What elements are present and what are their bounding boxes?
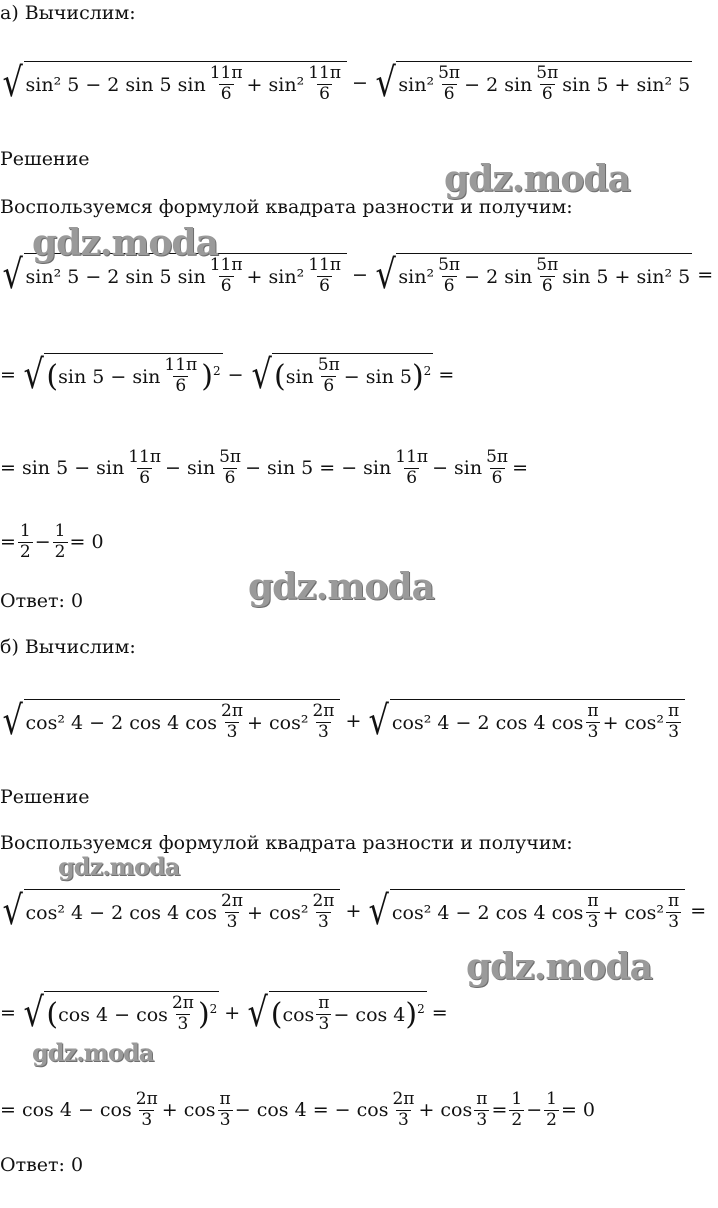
math-text: − 2 sin [464, 73, 533, 96]
radical: √ ( cos 4 − cos $\frac{2\pi}{3}$ ) $^2$ [23, 990, 218, 1036]
part-a-solution-label: Решение [0, 148, 90, 170]
radical: √ sin² 5 − 2 sin 5 sin $\frac{11\pi}{6}$ + sin² $\frac{11\pi}{6}$ [0, 253, 347, 296]
fraction: $\frac{5\pi}{6}$ [317, 355, 340, 396]
fraction: $\frac{11\pi}{6}$ [395, 446, 429, 488]
fraction: $\frac{1}{2}$ [546, 1088, 557, 1130]
part-b-step3: = cos 4 − cos $\frac{2\pi}{3}$ + cos $\frac{\pi}{3}$ − cos 4 = − cos $\frac{2\pi}{3}$ + cos $\frac{\pi}{3}$ = $\frac{1}{2}$ − $\frac{1}{2}$ = 0 [0, 1088, 595, 1130]
part-a-step3: = sin 5 − sin $\frac{11\pi}{6}$ − sin $\frac{5\pi}{6}$ − sin 5 = − sin $\frac{11\pi}{6}$ − sin $\frac{5\pi}{6}$ = [0, 446, 529, 488]
fraction: $\frac{5\pi}{6}$ [486, 446, 509, 488]
radical: √ cos² 4 − 2 cos 4 cos $\frac{2\pi}{3}$ + cos² $\frac{2\pi}{3}$ [0, 889, 340, 932]
math-text: = 0 [69, 531, 104, 553]
part-a-step4: = $\frac{1}{2}$ − $\frac{1}{2}$ = 0 [0, 520, 104, 562]
fraction: $\frac{1}{2}$ [19, 520, 31, 562]
part-b-solution-label: Решение [0, 786, 90, 808]
fraction: $\frac{5\pi}{6}$ [438, 255, 461, 296]
watermark: gdz.moda [32, 222, 218, 264]
fraction: $\frac{2\pi}{3}$ [171, 993, 194, 1034]
fraction: $\frac{\pi}{3}$ [587, 891, 599, 932]
fraction: $\frac{5\pi}{6}$ [536, 63, 559, 104]
part-b-answer: Ответ: 0 [0, 1154, 84, 1176]
fraction: $\frac{5\pi}{6}$ [219, 446, 242, 488]
fraction: $\frac{11\pi}{6}$ [209, 255, 243, 296]
math-text: sin 5 + sin² 5 [562, 73, 691, 96]
fraction: $\frac{11\pi}{6}$ [308, 63, 341, 104]
fraction: $\frac{1}{2}$ [511, 1088, 523, 1130]
math-text: sin 5 + sin² 5 [562, 265, 691, 288]
math-text: + sin² [246, 265, 305, 288]
part-b-expression: √ cos² 4 − 2 cos 4 cos $\frac{2\pi}{3}$ + cos² $\frac{2\pi}{3}$ + √ cos² 4 − 2 cos 4 cos $\frac{\pi}{3}$ + cos² $\frac{\pi}{3}$ [0, 686, 685, 756]
fraction: $\frac{\pi}{3}$ [668, 701, 680, 742]
fraction: $\frac{2\pi}{3}$ [221, 891, 244, 932]
fraction: $\frac{2\pi}{3}$ [312, 891, 335, 932]
part-b-heading: б) Вычислим: [0, 636, 136, 658]
fraction: $\frac{11\pi}{6}$ [164, 355, 198, 396]
fraction: $\frac{\pi}{3}$ [318, 993, 330, 1034]
math-text: + sin² [246, 73, 305, 96]
fraction: $\frac{\pi}{3}$ [587, 701, 599, 742]
fraction: $\frac{11\pi}{6}$ [209, 63, 243, 104]
watermark: gdz.moda [58, 852, 180, 881]
part-a-expression-repeat: √ sin² 5 − 2 sin 5 sin $\frac{11\pi}{6}$ + sin² $\frac{11\pi}{6}$ − √ sin² $\frac{5\pi}{6}$ − 2 sin $\frac{5\pi}{6}$ sin 5 + sin² 5 = [0, 240, 718, 310]
watermark: gdz.moda [444, 158, 630, 200]
watermark: gdz.moda [32, 1038, 154, 1067]
fraction: $\frac{11\pi}{6}$ [308, 255, 341, 296]
part-b-step2: = √ ( cos 4 − cos $\frac{2\pi}{3}$ ) $^2$ + √ ( cos $\frac{\pi}{3}$ − cos 4 ) $^2$ = [0, 990, 448, 1036]
fraction: $\frac{2\pi}{3}$ [392, 1088, 415, 1130]
part-b-expression-repeat: √ cos² 4 − 2 cos 4 cos $\frac{2\pi}{3}$ + cos² $\frac{2\pi}{3}$ + √ cos² 4 − 2 cos 4 cos $\frac{\pi}{3}$ + cos² $\frac{\pi}{3}$ = [0, 876, 711, 946]
radical: √ cos² 4 − 2 cos 4 cos $\frac{\pi}{3}$ + cos² $\frac{\pi}{3}$ [366, 699, 685, 742]
fraction: $\frac{11\pi}{6}$ [128, 446, 162, 488]
part-a-heading: а) Вычислим: [0, 2, 136, 24]
fraction: $\frac{2\pi}{3}$ [312, 701, 335, 742]
part-a-expression: √ sin² 5 − 2 sin 5 sin $\frac{11\pi}{6}$ + sin² $\frac{11\pi}{6}$ − √ sin² $\frac{5\pi}{6}$ − 2 sin $\frac{5\pi}{6}$ sin 5 + sin² 5 [0, 48, 692, 118]
fraction: $\frac{\pi}{3}$ [668, 891, 680, 932]
radical: √ ( cos $\frac{\pi}{3}$ − cos 4 ) $^2$ [247, 990, 425, 1036]
fraction: $\frac{1}{2}$ [54, 520, 66, 562]
radical: √ ( sin 5 − sin $\frac{11\pi}{6}$ ) $^2$ [23, 352, 221, 398]
fraction: $\frac{\pi}{3}$ [476, 1088, 488, 1130]
fraction: $\frac{\pi}{3}$ [219, 1088, 231, 1130]
part-b-intro: Воспользуемся формулой квадрата разности и получим: [0, 832, 573, 854]
radical: √ sin² 5 − 2 sin 5 sin $\frac{11\pi}{6}$ + sin² $\frac{11\pi}{6}$ [0, 61, 347, 104]
math-text: sin² 5 − 2 sin 5 sin [25, 265, 206, 288]
fraction: $\frac{2\pi}{3}$ [221, 701, 244, 742]
radical: √ sin² $\frac{5\pi}{6}$ − 2 sin $\frac{5\pi}{6}$ sin 5 + sin² 5 [375, 60, 691, 106]
watermark: gdz.moda [466, 946, 652, 988]
fraction: $\frac{5\pi}{6}$ [536, 255, 559, 296]
math-text: − 2 sin [464, 265, 533, 288]
radical: √ ( sin $\frac{5\pi}{6}$ − sin 5 ) $^2$ [251, 352, 432, 398]
part-a-step2: = √ ( sin 5 − sin $\frac{11\pi}{6}$ ) $^2$ − √ ( sin $\frac{5\pi}{6}$ − sin 5 ) $^2$ = [0, 352, 455, 398]
math-text: sin² [398, 73, 435, 96]
radical: √ cos² 4 − 2 cos 4 cos $\frac{2\pi}{3}$ + cos² $\frac{2\pi}{3}$ [0, 699, 340, 742]
part-a-answer: Ответ: 0 [0, 590, 84, 612]
math-text: sin² 5 − 2 sin 5 sin [25, 73, 206, 96]
math-text: sin² [398, 265, 435, 288]
radical: √ cos² 4 − 2 cos 4 cos $\frac{\pi}{3}$ + cos² $\frac{\pi}{3}$ [366, 889, 685, 932]
fraction: $\frac{5\pi}{6}$ [438, 63, 461, 104]
fraction: $\frac{2\pi}{3}$ [135, 1088, 158, 1130]
part-a-intro: Воспользуемся формулой квадрата разности и получим: [0, 196, 573, 218]
watermark: gdz.moda [248, 566, 434, 608]
radical: √ sin² $\frac{5\pi}{6}$ − 2 sin $\frac{5\pi}{6}$ sin 5 + sin² 5 [375, 252, 691, 298]
